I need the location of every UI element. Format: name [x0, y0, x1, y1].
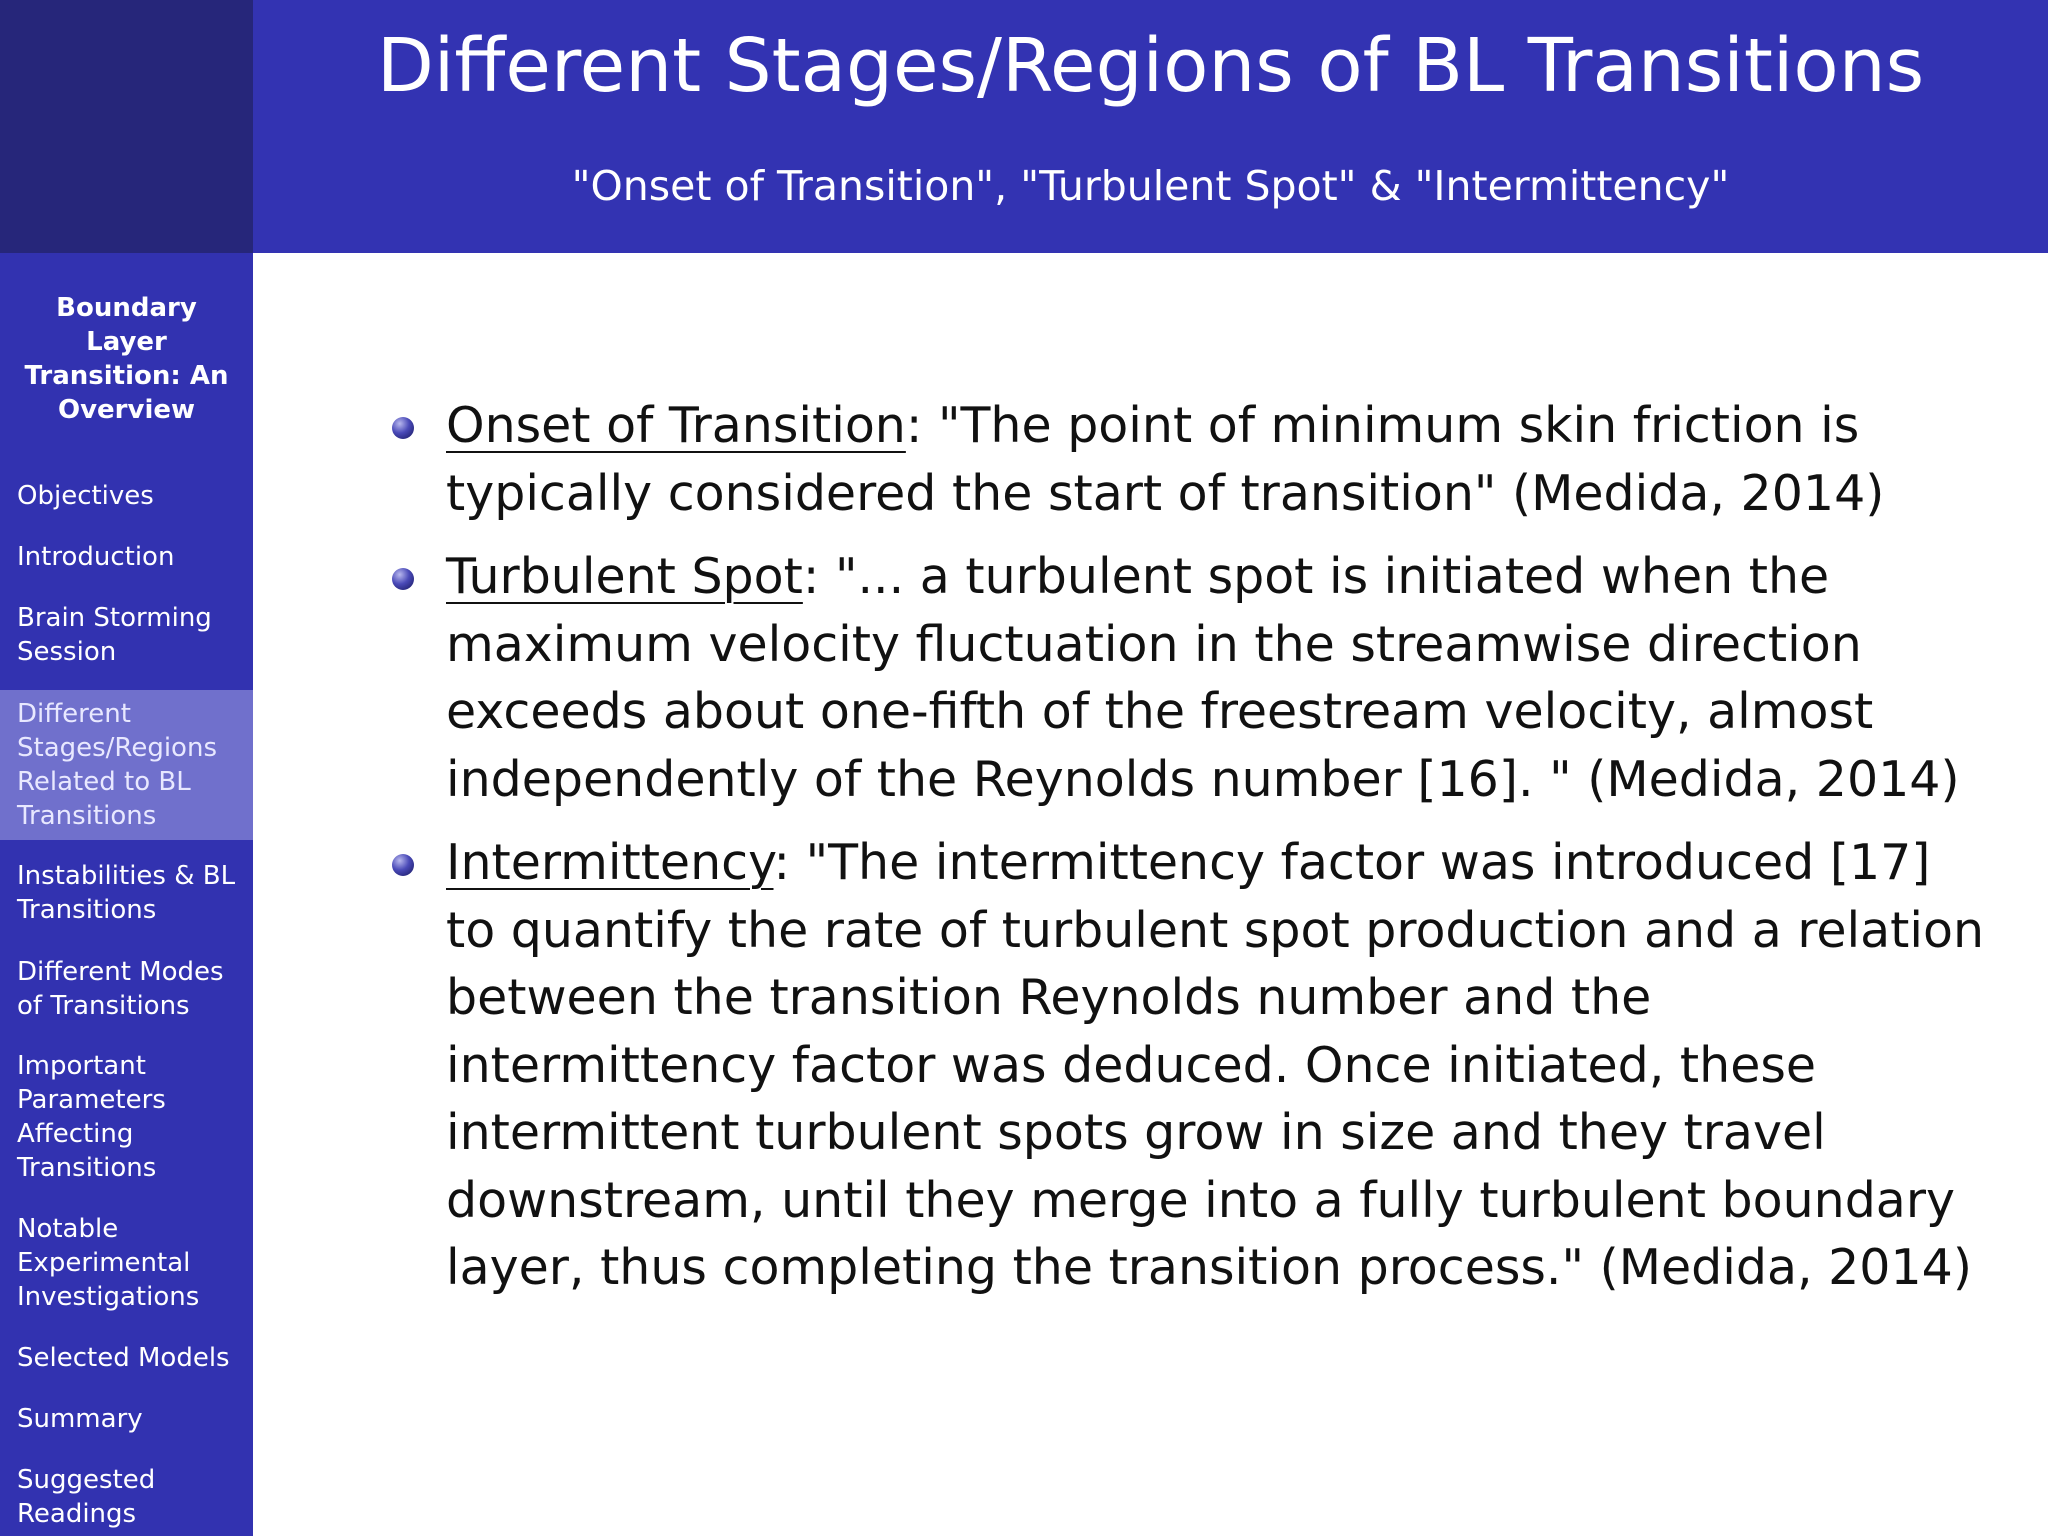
bullet-intermittency	[390, 829, 1990, 1302]
sidebar-item-experimental[interactable]: Notable Experimental Investigations	[17, 1214, 200, 1312]
bullet-ball-icon	[392, 568, 414, 590]
bullet-turbulent-spot	[390, 543, 1990, 813]
sidebar-item-different-stages[interactable]: Different Stages/Regions Related to BL Transitions	[0, 690, 253, 840]
sidebar-item-summary[interactable]: Summary	[17, 1404, 143, 1434]
sidebar-item-brain-storming[interactable]: Brain Storming Session	[17, 603, 212, 667]
slide-body	[390, 392, 1990, 1318]
bullet-text: : "The intermittency factor was introduced [17] to quantify the rate of turbulent spot production and a relation between the transition Reynolds number and the intermittency factor was deduced. Once initiated, these intermittent turbulent spots grow in size and they travel downstream, until they merge into a fully turbulent boundary layer, thus completing the transition process." (Medida, 2014)	[446, 834, 1985, 1296]
slide-subtitle: "Onset of Transition", "Turbulent Spot" & "Intermittency"	[571, 162, 1730, 210]
slide-title: Different Stages/Regions of BL Transitions	[376, 23, 1925, 109]
bullet-ball-icon	[392, 417, 414, 439]
bullet-term: Intermittency	[446, 834, 774, 891]
sidebar-item-parameters[interactable]: Important Parameters Affecting Transitions	[17, 1051, 166, 1183]
sidebar-item-modes[interactable]: Different Modes of Transitions	[17, 957, 224, 1021]
bullet-onset	[390, 392, 1990, 527]
sidebar-item-objectives[interactable]: Objectives	[17, 481, 154, 511]
bullet-text: : "... a turbulent spot is initiated when the maximum velocity fluctuation in the streamwise direction exceeds about one-fifth of the freestream velocity, almost independently of the Reynolds number [16]. " (Medida, 2014)	[446, 548, 1960, 808]
bullet-term: Onset of Transition	[446, 397, 906, 454]
presentation-title[interactable]: Boundary Layer Transition: An Overview	[24, 293, 229, 425]
bullet-term: Turbulent Spot	[446, 548, 803, 605]
bullet-ball-icon	[392, 854, 414, 876]
logo-corner	[0, 0, 253, 253]
slide-header	[253, 0, 2048, 253]
sidebar-item-selected-models[interactable]: Selected Models	[17, 1343, 230, 1373]
bullet-text: : "The point of minimum skin friction is typically considered the start of transition" (Medida, 2014)	[446, 397, 1885, 522]
sidebar-item-suggested-readings[interactable]: Suggested Readings	[17, 1465, 156, 1529]
sidebar-item-introduction[interactable]: Introduction	[17, 542, 175, 572]
sidebar-item-instabilities[interactable]: Instabilities & BL Transitions	[17, 861, 236, 925]
